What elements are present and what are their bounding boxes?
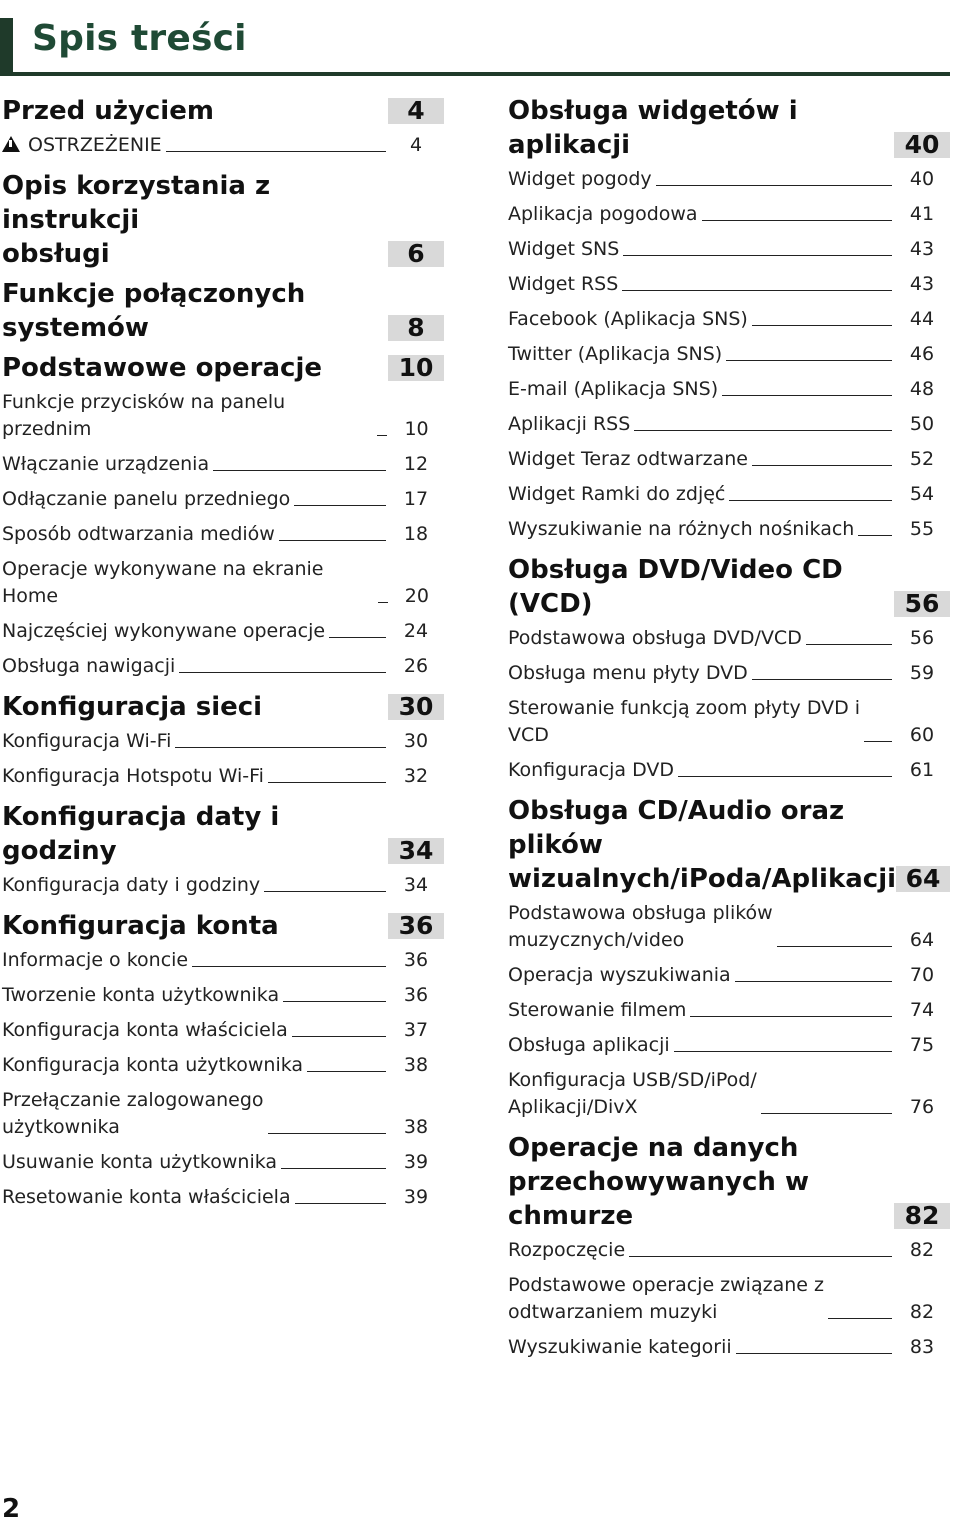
section-heading[interactable] [508, 794, 950, 896]
entry-text-wrap [2, 1017, 288, 1044]
entry-page-number: 37 [403, 1019, 429, 1041]
toc-entry[interactable] [2, 552, 444, 614]
entry-text-wrap [508, 236, 619, 263]
toc-entry[interactable] [508, 896, 950, 958]
entry-text-wrap [508, 1237, 625, 1264]
entry-label: Resetowanie konta właściciela [2, 1186, 291, 1208]
entry-page-number: 43 [909, 273, 935, 295]
entry-text-wrap [508, 271, 618, 298]
section-heading[interactable] [2, 800, 444, 868]
dot-leader-line [292, 1036, 386, 1037]
section-title: Obsługa DVD/Video CD (VCD) [508, 555, 843, 619]
entry-label: Konfiguracja daty i godziny [2, 874, 261, 896]
entry-page-number: 34 [403, 874, 429, 896]
dot-leader-line [690, 1016, 892, 1017]
toc-entry[interactable] [508, 162, 950, 197]
toc-entry[interactable] [2, 649, 444, 684]
entry-text-wrap [2, 763, 264, 790]
entry-text-wrap [508, 341, 722, 368]
entry-label: Aplikacja pogodowa [508, 203, 698, 225]
entry-page-number: 48 [909, 378, 935, 400]
toc-entry[interactable] [508, 372, 950, 407]
section-page-badge: 8 [388, 315, 444, 341]
entry-label: Widget pogody [508, 168, 652, 190]
dot-leader-line [722, 395, 892, 396]
entry-text-wrap [508, 516, 854, 543]
entry-label: Konfiguracja DVD [508, 759, 675, 781]
toc-entry[interactable] [2, 517, 444, 552]
toc-entry[interactable] [508, 1268, 950, 1330]
dot-leader-line [294, 505, 386, 506]
entry-label: Widget Ramki do zdjęć [508, 483, 726, 505]
entry-label: Rozpoczęcie [508, 1239, 626, 1261]
section-heading[interactable] [508, 1131, 950, 1233]
entry-label: Widget SNS [508, 238, 620, 260]
entry-text-wrap [508, 962, 731, 989]
dot-leader-line [726, 360, 892, 361]
entry-label: Konfiguracja konta użytkownika [2, 1054, 304, 1076]
toc-entry[interactable] [508, 993, 950, 1028]
entry-page-number: 64 [909, 929, 935, 951]
dot-leader-line [858, 535, 892, 536]
dot-leader-line [213, 470, 386, 471]
toc-entry[interactable] [508, 1330, 950, 1365]
entry-text-wrap [508, 1334, 732, 1361]
dot-leader-line [175, 747, 386, 748]
entry-page-number: 82 [909, 1301, 935, 1323]
dot-leader-line [166, 151, 386, 152]
toc-entry[interactable] [2, 868, 444, 903]
entry-page-number: 50 [909, 413, 935, 435]
dot-leader-line [623, 255, 892, 256]
toc-entry[interactable] [508, 442, 950, 477]
entry-text-wrap [508, 446, 748, 473]
entry-page-number: 70 [909, 964, 935, 986]
dot-leader-line [622, 290, 892, 291]
entry-label: Widget RSS [508, 273, 619, 295]
dot-leader-line [377, 435, 387, 436]
entry-text-wrap [2, 521, 275, 548]
entry-text-wrap [2, 486, 290, 513]
entry-label: Facebook (Aplikacja SNS) [508, 308, 748, 330]
entry-text-wrap [508, 997, 686, 1024]
section-heading[interactable] [508, 553, 950, 621]
entry-label: Twitter (Aplikacja SNS) [508, 343, 723, 365]
entry-label: Podstawowa obsługa plików muzycznych/video [508, 902, 773, 951]
section-title: Konfiguracja sieci [2, 692, 263, 722]
entry-text-wrap [2, 947, 188, 974]
dot-leader-line [268, 1133, 386, 1134]
dot-leader-line [307, 1071, 386, 1072]
toc-section [2, 351, 444, 684]
toc-entry[interactable] [508, 1063, 950, 1125]
entry-page-number: 75 [909, 1034, 935, 1056]
section-page-badge: 36 [388, 913, 444, 939]
dot-leader-line [735, 981, 892, 982]
dot-leader-line [752, 679, 892, 680]
entry-text-wrap [508, 201, 698, 228]
dot-leader-line [729, 500, 892, 501]
section-heading[interactable] [2, 690, 444, 724]
entry-label: Operacja wyszukiwania [508, 964, 731, 986]
page-title: Spis treści [32, 18, 247, 59]
header-accent-bar [0, 18, 13, 76]
entry-page-number: 60 [909, 724, 935, 746]
entry-label: Sposób odtwarzania mediów [2, 523, 275, 545]
entry-page-number: 44 [909, 308, 935, 330]
toc-right-column [508, 90, 950, 1371]
toc-section [2, 800, 444, 903]
dot-leader-line [268, 782, 386, 783]
entry-label: OSTRZEŻENIE [28, 134, 162, 156]
dot-leader-line [702, 220, 892, 221]
section-page-badge: 56 [894, 591, 950, 617]
entry-page-number: 32 [403, 765, 429, 787]
entry-label: Włączanie urządzenia [2, 453, 210, 475]
toc-entry[interactable] [2, 1048, 444, 1083]
entry-label: Usuwanie konta użytkownika [2, 1151, 278, 1173]
entry-page-number: 12 [403, 453, 429, 475]
entry-text-wrap [508, 376, 718, 403]
entry-text-wrap [2, 872, 260, 899]
dot-leader-line [279, 540, 386, 541]
toc-entry[interactable] [508, 232, 950, 267]
toc-section [508, 553, 950, 788]
toc-entry[interactable] [2, 943, 444, 978]
entry-page-number: 46 [909, 343, 935, 365]
entry-label: Konfiguracja Wi-Fi [2, 730, 172, 752]
section-title: Opis korzystania z instrukcji obsługi [2, 171, 271, 269]
entry-page-number: 10 [404, 418, 429, 440]
dot-leader-line [752, 465, 892, 466]
entry-label: Tworzenie konta użytkownika [2, 984, 280, 1006]
entry-label: Obsługa menu płyty DVD [508, 662, 748, 684]
toc-entry[interactable] [508, 267, 950, 302]
section-page-badge: 4 [388, 98, 444, 124]
entry-page-number: 56 [909, 627, 935, 649]
section-heading[interactable] [2, 94, 444, 128]
dot-leader-line [806, 644, 892, 645]
toc-section [2, 169, 444, 271]
dot-leader-line [283, 1001, 386, 1002]
entry-text-wrap [508, 757, 674, 784]
entry-label: Konfiguracja USB/SD/iPod/ Aplikacji/DivX [508, 1069, 757, 1118]
section-heading[interactable] [508, 94, 950, 162]
entry-label: Sterowanie funkcją zoom płyty DVD i VCD [508, 697, 861, 746]
dot-leader-line [777, 946, 892, 947]
entry-label: Widget Teraz odtwarzane [508, 448, 748, 470]
entry-label: Sterowanie filmem [508, 999, 687, 1021]
toc-entry[interactable] [508, 337, 950, 372]
entry-label: Podstawowa obsługa DVD/VCD [508, 627, 802, 649]
dot-leader-line [736, 1353, 892, 1354]
entry-label: Obsługa nawigacji [2, 655, 176, 677]
entry-page-number: 38 [403, 1054, 429, 1076]
entry-text-wrap [508, 411, 630, 438]
entry-page-number: 26 [403, 655, 429, 677]
section-title: Obsługa CD/Audio oraz plików wizualnych/iPoda/Aplikacji [508, 796, 897, 894]
toc-entry[interactable] [2, 385, 444, 447]
toc-entry[interactable] [2, 1145, 444, 1180]
entry-text-wrap [508, 1032, 670, 1059]
section-heading[interactable] [2, 351, 444, 385]
dot-leader-line [678, 776, 892, 777]
entry-page-number: 24 [403, 620, 429, 642]
entry-page-number: 36 [403, 949, 429, 971]
toc-entry[interactable] [2, 482, 444, 517]
entry-label: Przełączanie zalogowanego użytkownika [2, 1089, 264, 1138]
dot-leader-line [192, 966, 386, 967]
page-header [0, 10, 960, 74]
entry-page-number: 4 [409, 134, 423, 156]
dot-leader-line [179, 672, 386, 673]
entry-page-number: 41 [909, 203, 935, 225]
section-page-badge: 82 [894, 1203, 950, 1229]
dot-leader-line [761, 1113, 892, 1114]
entry-page-number: 39 [403, 1151, 429, 1173]
toc-section [508, 94, 950, 547]
entry-label: Aplikacji RSS [508, 413, 631, 435]
entry-label: E-mail (Aplikacja SNS) [508, 378, 719, 400]
toc-entry[interactable] [2, 447, 444, 482]
entry-label: Informacje o koncie [2, 949, 189, 971]
entry-text-wrap [508, 900, 773, 954]
toc-entry[interactable] [2, 978, 444, 1013]
toc-entry[interactable] [2, 759, 444, 794]
warning-triangle-icon [2, 136, 20, 152]
entry-label: Wyszukiwanie na różnych nośnikach [508, 518, 855, 540]
entry-page-number: 82 [909, 1239, 935, 1261]
section-title: Obsługa widgetów i aplikacji [508, 96, 798, 160]
toc-entry[interactable] [508, 302, 950, 337]
entry-page-number: 55 [909, 518, 935, 540]
section-page-badge: 64 [896, 866, 950, 892]
entry-page-number: 30 [403, 730, 429, 752]
entry-page-number: 38 [403, 1116, 429, 1138]
entry-label: Odłączanie panelu przedniego [2, 488, 291, 510]
entry-text-wrap [508, 306, 748, 333]
section-heading[interactable] [2, 909, 444, 943]
entry-label: Najczęściej wykonywane operacje [2, 620, 326, 642]
entry-label: Funkcje przycisków na panelu przednim [2, 391, 286, 440]
entry-text-wrap [2, 1087, 264, 1141]
dot-leader-line [752, 325, 892, 326]
entry-label: Wyszukiwanie kategorii [508, 1336, 732, 1358]
entry-text-wrap [2, 653, 175, 680]
entry-page-number: 76 [909, 1096, 935, 1118]
entry-text-wrap [508, 660, 748, 687]
toc-left-column [2, 90, 444, 1221]
header-rule [0, 72, 950, 76]
dot-leader-line [295, 1203, 386, 1204]
entry-page-number: 83 [909, 1336, 935, 1358]
entry-label: Konfiguracja Hotspotu Wi-Fi [2, 765, 264, 787]
entry-page-number: 36 [403, 984, 429, 1006]
warning-mark [9, 140, 12, 147]
toc-entry[interactable] [2, 1180, 444, 1215]
toc-entry[interactable] [2, 1083, 444, 1145]
entry-text-wrap [508, 695, 860, 749]
section-heading[interactable] [2, 277, 444, 345]
toc-entry[interactable] [508, 691, 950, 753]
toc-entry[interactable] [508, 958, 950, 993]
dot-leader-line [864, 741, 892, 742]
toc-entry[interactable] [508, 753, 950, 788]
entry-page-number: 61 [909, 759, 935, 781]
toc-entry[interactable] [508, 477, 950, 512]
entry-text-wrap [508, 166, 652, 193]
entry-page-number: 74 [909, 999, 935, 1021]
entry-label: Operacje wykonywane na ekranie Home [2, 558, 324, 607]
toc-section [2, 909, 444, 1215]
dot-leader-line [629, 1256, 892, 1257]
dot-leader-line [329, 637, 386, 638]
section-title: Funkcje połączonych systemów [2, 279, 306, 343]
dot-leader-line [634, 430, 892, 431]
dot-leader-line [264, 891, 386, 892]
toc-entry[interactable] [2, 128, 444, 163]
toc-entry[interactable] [508, 656, 950, 691]
dot-leader-line [674, 1051, 892, 1052]
entry-text-wrap [2, 389, 373, 443]
toc-entry[interactable] [2, 724, 444, 759]
entry-text-wrap [2, 728, 171, 755]
toc-entry[interactable] [508, 1028, 950, 1063]
section-title: Konfiguracja konta [2, 911, 279, 941]
entry-text-wrap [2, 982, 279, 1009]
entry-text-wrap [2, 451, 209, 478]
toc-section [2, 277, 444, 345]
entry-text-wrap [508, 1272, 824, 1326]
toc-entry[interactable] [508, 197, 950, 232]
entry-page-number: 59 [909, 662, 935, 684]
toc-section [2, 690, 444, 794]
entry-text-wrap [2, 1184, 291, 1211]
entry-label: Podstawowe operacje związane z odtwarzaniem muzyki [508, 1274, 824, 1323]
toc-section [508, 794, 950, 1125]
entry-label: Konfiguracja konta właściciela [2, 1019, 288, 1041]
entry-text-wrap [508, 1067, 757, 1121]
section-heading[interactable] [2, 169, 444, 271]
dot-leader-line [656, 185, 892, 186]
toc-entry[interactable] [2, 614, 444, 649]
toc-entry[interactable] [508, 621, 950, 656]
entry-page-number: 17 [403, 488, 429, 510]
section-page-badge: 30 [388, 694, 444, 720]
entry-label: Obsługa aplikacji [508, 1034, 670, 1056]
entry-text-wrap [2, 1052, 303, 1079]
entry-page-number: 52 [909, 448, 935, 470]
entry-text-wrap [2, 132, 162, 159]
entry-page-number: 18 [403, 523, 429, 545]
entry-page-number: 39 [403, 1186, 429, 1208]
entry-text-wrap [2, 618, 325, 645]
page-number: 2 [2, 1494, 21, 1524]
entry-text-wrap [508, 481, 725, 508]
section-page-badge: 6 [388, 241, 444, 267]
entry-page-number: 54 [909, 483, 935, 505]
toc-entry[interactable] [508, 407, 950, 442]
section-title: Podstawowe operacje [2, 353, 322, 383]
toc-section [508, 1131, 950, 1365]
section-page-badge: 40 [894, 132, 950, 158]
dot-leader-line [378, 602, 388, 603]
toc-entry[interactable] [508, 1233, 950, 1268]
entry-text-wrap [2, 556, 374, 610]
entry-text-wrap [508, 625, 802, 652]
dot-leader-line [828, 1318, 892, 1319]
entry-page-number: 20 [404, 585, 429, 607]
entry-page-number: 40 [909, 168, 935, 190]
section-title: Operacje na danych przechowywanych w chmurze [508, 1133, 809, 1231]
section-page-badge: 34 [388, 838, 444, 864]
section-title: Przed użyciem [2, 96, 214, 126]
entry-text-wrap [2, 1149, 277, 1176]
section-page-badge: 10 [388, 355, 444, 381]
toc-section [2, 94, 444, 163]
toc-entry[interactable] [2, 1013, 444, 1048]
dot-leader-line [281, 1168, 386, 1169]
entry-page-number: 43 [909, 238, 935, 260]
section-title: Konfiguracja daty i godziny [2, 802, 280, 866]
toc-entry[interactable] [508, 512, 950, 547]
